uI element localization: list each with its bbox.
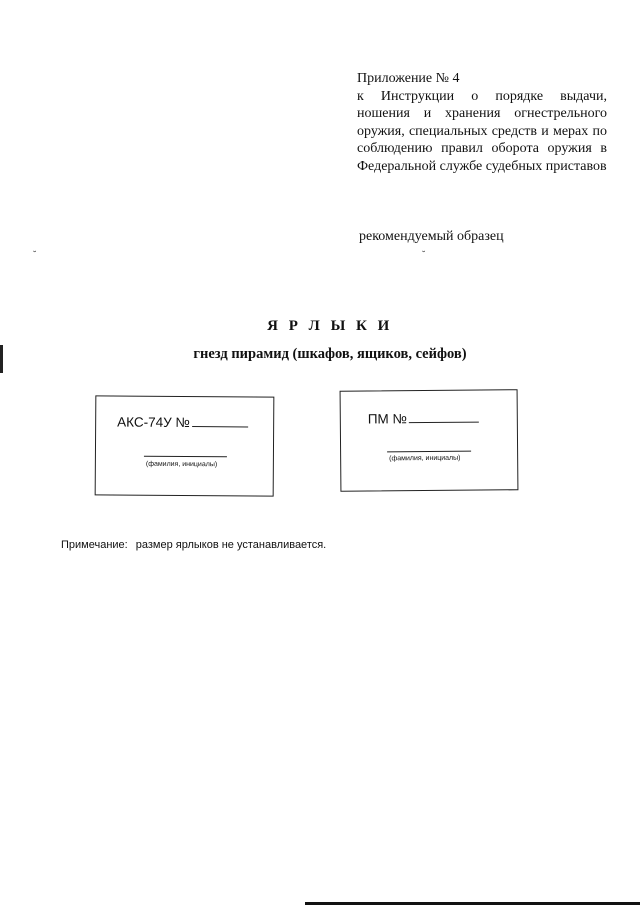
note-text: размер ярлыков не устанавливается. xyxy=(135,539,327,551)
signature-line xyxy=(144,456,227,458)
weapon-line xyxy=(117,415,248,431)
appendix-text: к Инструкции о порядке выдачи, ношения и хранения огнестрельного оружия, специальных средств и мерах по соблюдению правил оборота оружия в Федеральной службе судебных приставов xyxy=(357,88,607,174)
note-label: Примечание: xyxy=(61,539,128,551)
label-card-aks xyxy=(95,395,275,496)
appendix-number: Приложение № 4 xyxy=(357,71,460,86)
signature-line xyxy=(387,451,471,453)
scan-speck: ˘ xyxy=(33,250,37,261)
weapon-line xyxy=(368,411,479,427)
number-blank xyxy=(409,421,479,424)
page-subtitle: гнезд пирамид (шкафов, ящиков, сейфов) xyxy=(193,346,467,362)
label-card-pm xyxy=(340,389,519,492)
sample-label: рекомендуемый образец xyxy=(359,229,504,244)
appendix-block xyxy=(357,70,607,175)
scan-speck: ˘ xyxy=(422,250,426,261)
signature-hint: (фамилия, инициалы) xyxy=(389,454,461,463)
page-title: Я Р Л Ы К И xyxy=(267,318,393,334)
footnote xyxy=(61,539,326,551)
number-blank xyxy=(192,425,248,427)
weapon-name: ПМ № xyxy=(367,411,408,427)
weapon-name: АКС-74У № xyxy=(117,414,191,431)
signature-hint: (фамилия, инициалы) xyxy=(145,460,218,469)
